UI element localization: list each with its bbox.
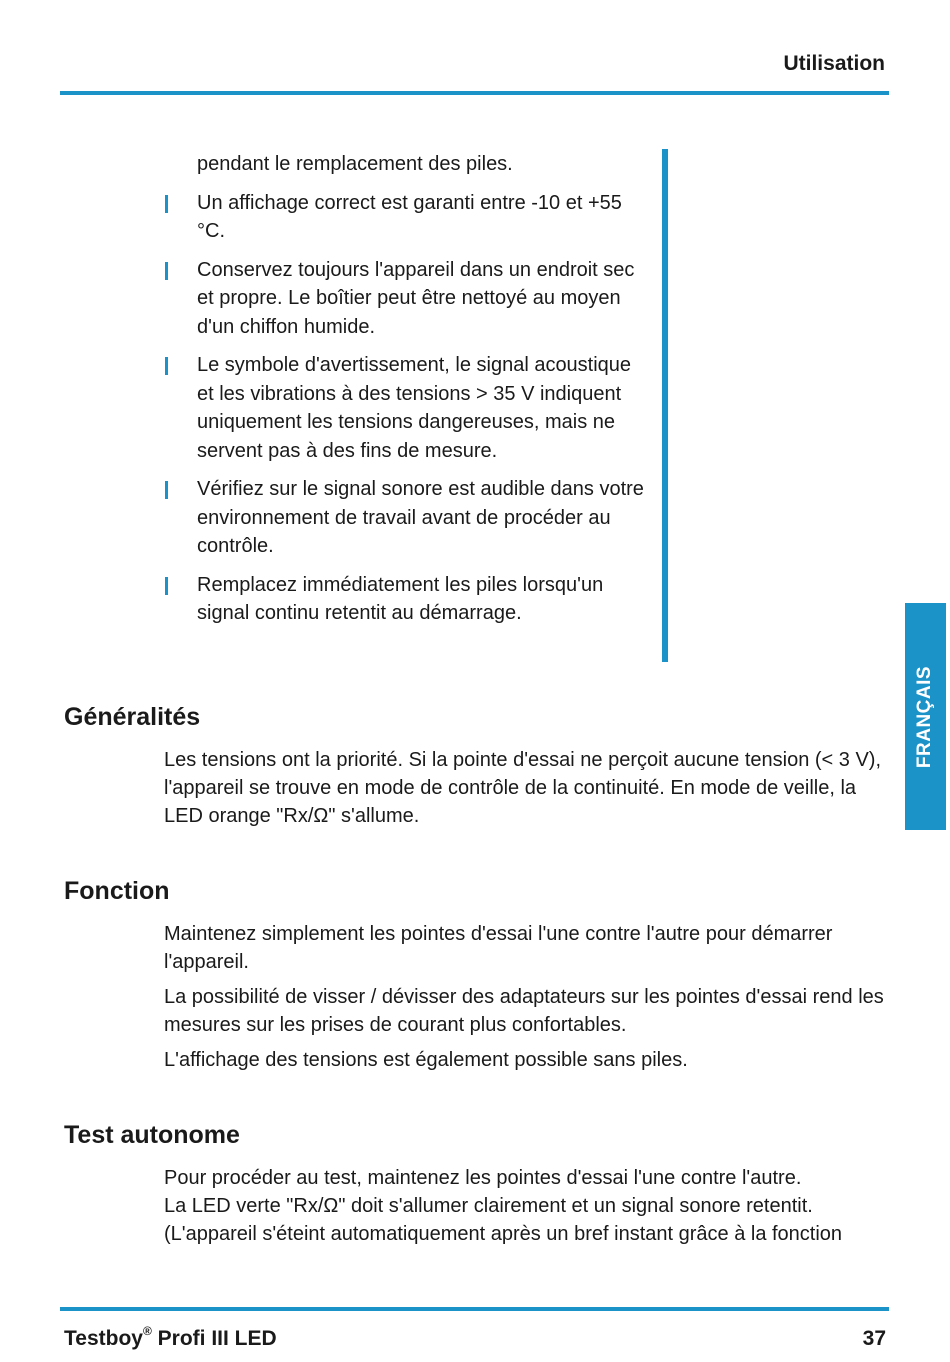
section-title-generalites: Généralités — [64, 703, 201, 731]
list-item-text: Le symbole d'avertissement, le signal acoustique et les vibrations à des tensions > 35 V indiquent uniquement les tensions dangereuses, mais ne servent pas à des fins de mesure. — [197, 354, 632, 462]
bullet-marker-icon — [165, 481, 168, 499]
section-title-fonction: Fonction — [64, 877, 170, 905]
section-body-fonction — [164, 920, 884, 1081]
paragraph: La possibilité de visser / dévisser des adaptateurs sur les pointes d'essai rend les mesures sur les prises de courant plus confortables. — [164, 986, 884, 1036]
footer-brand: Testboy — [64, 1327, 143, 1350]
paragraph: L'affichage des tensions est également possible sans piles. — [164, 1049, 688, 1071]
list-item — [160, 351, 650, 465]
list-item-text: Conservez toujours l'appareil dans un endroit sec et propre. Le boîtier peut être nettoyé au moyen d'un chiffon humide. — [197, 258, 635, 338]
bullet-list — [160, 150, 650, 638]
list-item — [160, 189, 650, 246]
running-header: Utilisation — [783, 52, 885, 75]
paragraph: Maintenez simplement les pointes d'essai l'une contre l'autre pour démarrer l'appareil. — [164, 923, 833, 973]
bullet-marker-icon — [165, 195, 168, 213]
text-line: Pour procéder au test, maintenez les pointes d'essai l'une contre l'autre. — [164, 1167, 802, 1189]
list-item — [160, 256, 650, 342]
change-bar — [662, 149, 668, 662]
footer-product — [64, 1324, 277, 1351]
text-line: La LED verte "Rx/Ω" doit s'allumer clairement et un signal sonore retentit. — [164, 1195, 813, 1217]
header-rule — [60, 91, 889, 95]
section-body-test — [164, 1164, 884, 1248]
bullet-marker-icon — [165, 577, 168, 595]
bullet-marker-icon — [165, 357, 168, 375]
list-item — [160, 571, 650, 628]
footer-rule — [60, 1307, 889, 1311]
paragraph: Les tensions ont la priorité. Si la pointe d'essai ne perçoit aucune tension (< 3 V), l'appareil se trouve en mode de contrôle de la continuité. En mode de veille, la LED orange "Rx/Ω" s'allume. — [164, 749, 882, 827]
language-tab-label: FRANÇAIS — [914, 665, 936, 768]
list-item — [160, 475, 650, 561]
list-item-text: Vérifiez sur le signal sonore est audible dans votre environnement de travail avant de procéder au contrôle. — [197, 478, 644, 557]
registered-mark: ® — [142, 1324, 152, 1338]
bullet-marker-icon — [165, 262, 168, 280]
text-line: (L'appareil s'éteint automatiquement après un bref instant grâce à la fonction — [164, 1223, 843, 1245]
page-number: 37 — [862, 1327, 886, 1350]
list-item-text: Remplacez immédiatement les piles lorsqu'un signal continu retentit au démarrage. — [197, 573, 604, 624]
language-tab — [905, 603, 946, 830]
list-item-text: Un affichage correct est garanti entre -10 et +55 °C. — [197, 191, 622, 242]
section-title-test: Test autonome — [64, 1121, 240, 1149]
footer-product-name: Profi III LED — [151, 1327, 277, 1350]
section-body-generalites — [164, 746, 884, 837]
continuation-text: pendant le remplacement des piles. — [197, 153, 513, 175]
